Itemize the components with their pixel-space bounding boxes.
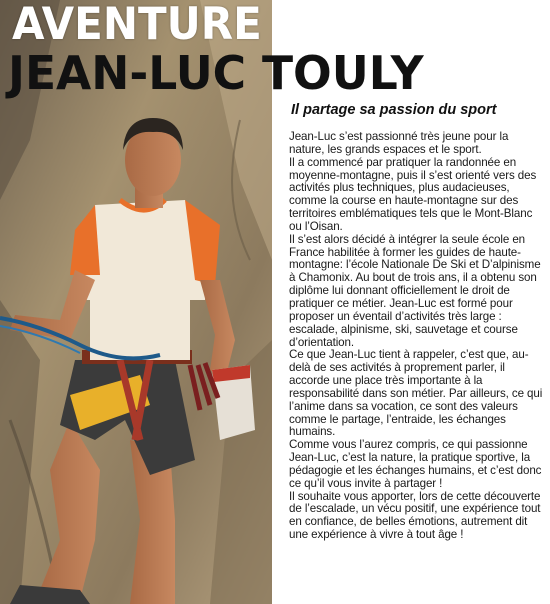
- article-subtitle: Il partage sa passion du sport: [291, 102, 497, 118]
- article-paragraph: Comme vous l’aurez compris, ce qui passionne Jean-Luc, c’est la nature, la pratique sportive, la pédagogie et les échanges humains, et c’est donc ce qu’il vous invite à partager !: [289, 438, 542, 490]
- article-body: [289, 131, 543, 542]
- article-paragraph: Il a commencé par pratiquer la randonnée en moyenne-montagne, puis il s’est orienté vers des activités plus techniques, plus audacieuses, comme la course en haute-montagne sur des territoires emblématiques tels que le Mont-Blanc ou l’Oisan.: [289, 155, 537, 233]
- article-paragraph: Jean-Luc s’est passionné très jeune pour la nature, les grands espaces et le sport.: [289, 130, 509, 156]
- title-name: JEAN-LUC TOULY: [8, 46, 424, 100]
- article-paragraph: Il souhaite vous apporter, lors de cette découverte de l’escalade, un vécu positif, une expérience tout en confiance, de belles émotions, autrement dit une expérience à vivre à tout âge !: [289, 489, 541, 542]
- title-aventure: AVENTURE: [12, 0, 262, 50]
- article-paragraph: Ce que Jean-Luc tient à rappeler, c’est que, au-delà de ses activités à proprement parler, il accorde une place très importante à la responsabilité dans son métier. Par ailleurs, ce qui l’anime dans sa vocation, ce sont des valeurs comme le partage, l’entraide, les échanges humains.: [289, 348, 543, 439]
- article-paragraph: Il s’est alors décidé à intégrer la seule école en France habilitée à former les guides de haute-montagne: l’école Nationale De Ski et D’alpinisme à Chamonix. Au bout de trois ans, il a obtenu son diplôme lui donnant officiellement le droit de pratiquer ce métier. Jean-Luc est formé pour proposer un éventail d’activités très large : escalade, alpinisme, ski, sauvetage et course d’orientation.: [289, 232, 541, 349]
